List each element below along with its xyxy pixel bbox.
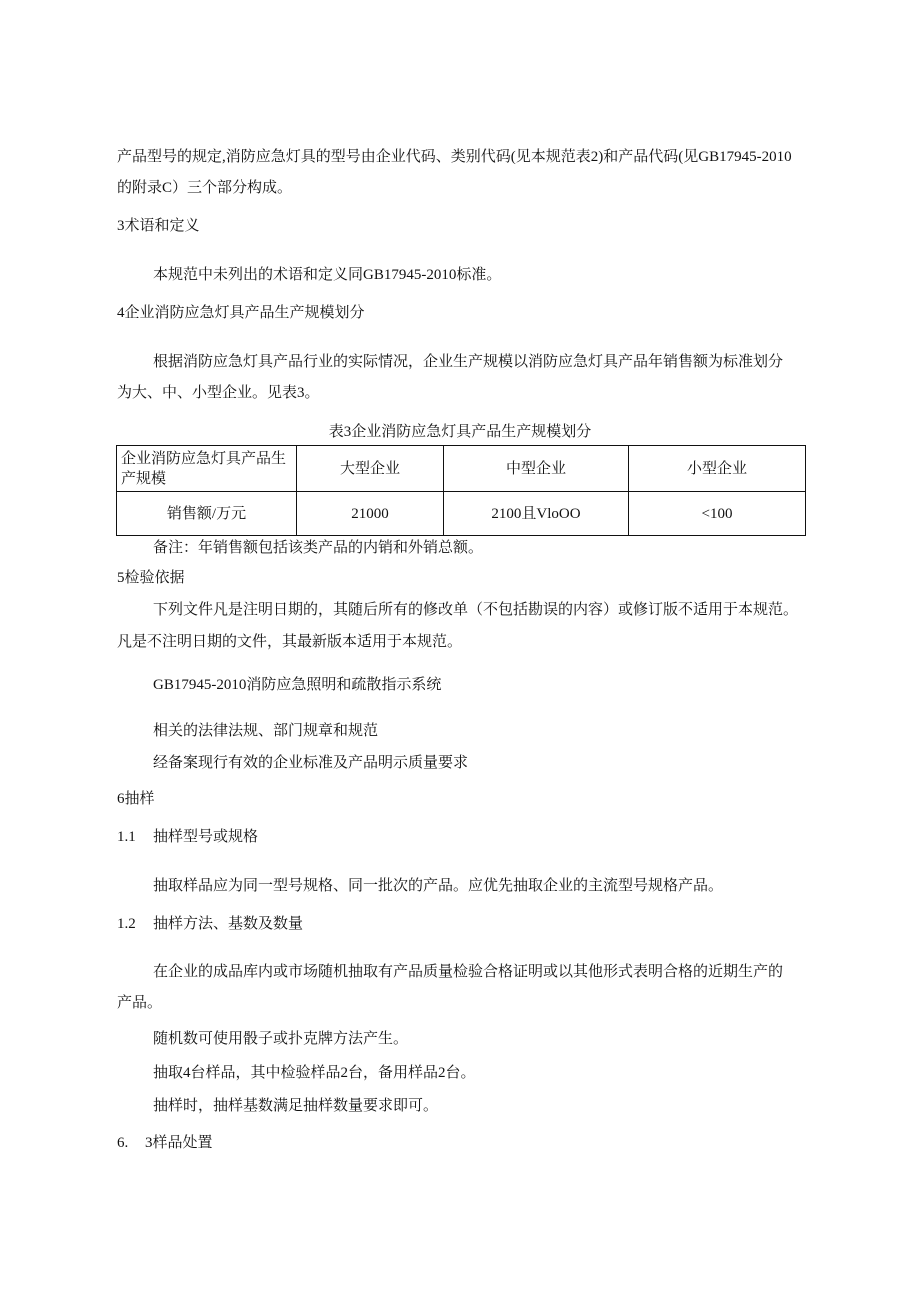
table-note: 备注：年销售额包括该类产品的内销和外销总额。 <box>153 540 484 556</box>
intro-line-1: 产品型号的规定,消防应急灯具的型号由企业代码、类别代码(见本规范表2)和产品代码(见GB17945-2010 <box>117 149 792 165</box>
section-4-body-line-2: 为大、中、小型企业。见表3。 <box>117 385 320 401</box>
table-cell: 21000 <box>297 492 444 536</box>
subsection-1-1-title: 抽样型号或规格 <box>153 829 259 845</box>
subsection-1-2-body-line-1: 在企业的成品库内或市场随机抽取有产品质量检验合格证明或以其他形式表明合格的近期生产的 <box>153 964 784 980</box>
table-cell: 销售额/万元 <box>117 492 297 536</box>
section-3-heading: 3术语和定义 <box>117 218 200 234</box>
table-header-cell: 企业消防应急灯具产品生产规模 <box>117 446 297 492</box>
section-3-body: 本规范中未列出的术语和定义同GB17945-2010标准。 <box>153 267 502 283</box>
subsection-1-2-number: 1.2 <box>117 916 136 932</box>
intro-line-2: 的附录C）三个部分构成。 <box>117 180 293 196</box>
subsection-1-2-body-line-2: 产品。 <box>117 995 163 1011</box>
table-caption: 表3企业消防应急灯具产品生产规模划分 <box>328 424 592 440</box>
table-header-cell: 大型企业 <box>297 446 444 492</box>
section-5-heading: 5检验依据 <box>117 570 185 586</box>
section-5-para-line-2: 凡是不注明日期的文件，其最新版本适用于本规范。 <box>117 634 463 650</box>
section-4-heading: 4企业消防应急灯具产品生产规模划分 <box>117 305 365 321</box>
subsection-1-1-number: 1.1 <box>117 829 136 845</box>
reference-item: 经备案现行有效的企业标准及产品明示质量要求 <box>153 755 469 771</box>
subsection-1-1-body: 抽取样品应为同一型号规格、同一批次的产品。应优先抽取企业的主流型号规格产品。 <box>153 878 724 894</box>
section-4-body-line-1: 根据消防应急灯具产品行业的实际情况，企业生产规模以消防应急灯具产品年销售额为标准划分 <box>153 354 784 370</box>
table-row <box>117 492 806 536</box>
subsection-6-3-number: 6. <box>117 1135 129 1151</box>
table-cell: <100 <box>629 492 806 536</box>
subsection-1-2-para: 抽取4台样品，其中检验样品2台，备用样品2台。 <box>153 1065 476 1081</box>
reference-item: GB17945-2010消防应急照明和疏散指示系统 <box>153 677 442 693</box>
subsection-6-3-title: 3样品处置 <box>145 1135 213 1151</box>
table-header-cell: 中型企业 <box>444 446 629 492</box>
subsection-1-2-para: 随机数可使用骰子或扑克牌方法产生。 <box>153 1031 409 1047</box>
subsection-1-2-para: 抽样时，抽样基数满足抽样数量要求即可。 <box>153 1098 439 1114</box>
table-cell: 2100且VloOO <box>444 492 629 536</box>
subsection-1-2-title: 抽样方法、基数及数量 <box>153 916 304 932</box>
reference-item: 相关的法律法规、部门规章和规范 <box>153 723 379 739</box>
production-scale-table <box>116 445 806 536</box>
table-header-row <box>117 446 806 492</box>
section-6-heading: 6抽样 <box>117 791 155 807</box>
section-5-para-line-1: 下列文件凡是注明日期的，其随后所有的修改单（不包括勘误的内容）或修订版不适用于本规范。 <box>153 602 799 618</box>
table-header-cell: 小型企业 <box>629 446 806 492</box>
